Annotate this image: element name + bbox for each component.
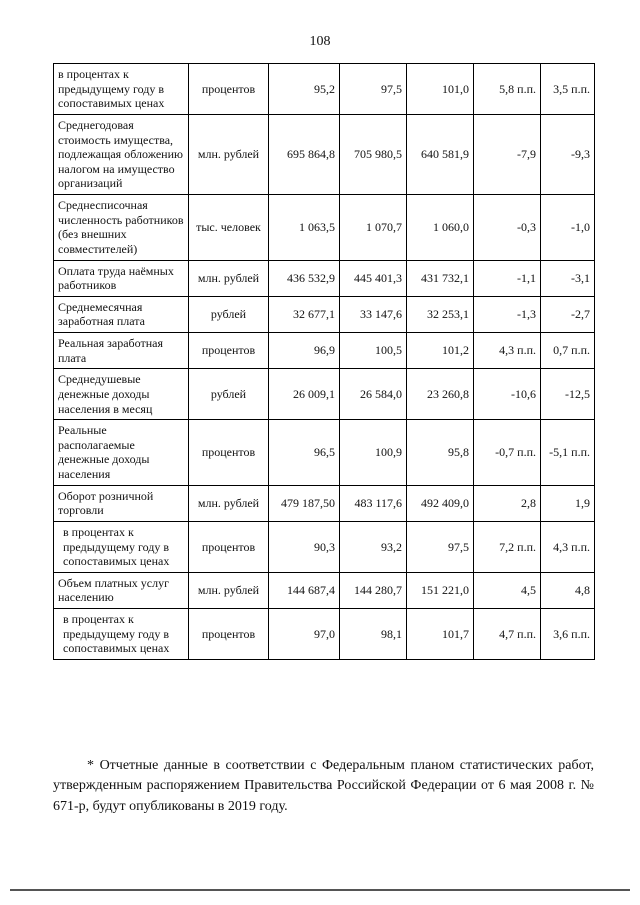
value-cell: 640 581,9 <box>407 114 474 194</box>
table-row <box>54 64 595 115</box>
indicator-name: в процентах к предыдущему году в сопоставимых ценах <box>54 64 189 115</box>
value-cell: 32 677,1 <box>269 296 340 332</box>
indicator-name: Реальные располагаемые денежные доходы населения <box>54 420 189 486</box>
change-cell: -2,7 <box>541 296 595 332</box>
value-cell: 90,3 <box>269 521 340 572</box>
indicator-name: Среднегодовая стоимость имущества, подлежащая обложению налогом на имущество организаций <box>54 114 189 194</box>
value-cell: 32 253,1 <box>407 296 474 332</box>
table-row <box>54 333 595 369</box>
value-cell: 23 260,8 <box>407 369 474 420</box>
table-row <box>54 369 595 420</box>
change-cell: 3,5 п.п. <box>541 64 595 115</box>
value-cell: 445 401,3 <box>340 260 407 296</box>
value-cell: 97,5 <box>407 521 474 572</box>
value-cell: 33 147,6 <box>340 296 407 332</box>
table-row <box>54 572 595 608</box>
value-cell: 1 063,5 <box>269 195 340 261</box>
table-row <box>54 609 595 660</box>
value-cell: 97,5 <box>340 64 407 115</box>
unit-cell: процентов <box>189 521 269 572</box>
indicator-name: Среднемесячная заработная плата <box>54 296 189 332</box>
value-cell: 100,9 <box>340 420 407 486</box>
table-row <box>54 521 595 572</box>
change-cell: -1,1 <box>474 260 541 296</box>
value-cell: 98,1 <box>340 609 407 660</box>
change-cell: 4,3 п.п. <box>541 521 595 572</box>
value-cell: 705 980,5 <box>340 114 407 194</box>
value-cell: 100,5 <box>340 333 407 369</box>
page-bottom-rule <box>10 889 630 891</box>
change-cell: 4,5 <box>474 572 541 608</box>
value-cell: 695 864,8 <box>269 114 340 194</box>
change-cell: 4,3 п.п. <box>474 333 541 369</box>
indicator-name: Реальная заработная плата <box>54 333 189 369</box>
value-cell: 144 280,7 <box>340 572 407 608</box>
indicator-name: в процентах к предыдущему году в сопоставимых ценах <box>54 609 189 660</box>
unit-cell: процентов <box>189 420 269 486</box>
value-cell: 144 687,4 <box>269 572 340 608</box>
unit-cell: млн. рублей <box>189 114 269 194</box>
value-cell: 101,7 <box>407 609 474 660</box>
change-cell: -9,3 <box>541 114 595 194</box>
change-cell: -10,6 <box>474 369 541 420</box>
value-cell: 1 070,7 <box>340 195 407 261</box>
value-cell: 97,0 <box>269 609 340 660</box>
value-cell: 1 060,0 <box>407 195 474 261</box>
indicator-name: Объем платных услуг населению <box>54 572 189 608</box>
unit-cell: процентов <box>189 64 269 115</box>
change-cell: -1,0 <box>541 195 595 261</box>
change-cell: 4,7 п.п. <box>474 609 541 660</box>
change-cell: 7,2 п.п. <box>474 521 541 572</box>
value-cell: 431 732,1 <box>407 260 474 296</box>
change-cell: -0,7 п.п. <box>474 420 541 486</box>
unit-cell: рублей <box>189 369 269 420</box>
indicator-name: Среднесписочная численность работников (без внешних совместителей) <box>54 195 189 261</box>
value-cell: 492 409,0 <box>407 485 474 521</box>
value-cell: 151 221,0 <box>407 572 474 608</box>
change-cell: -7,9 <box>474 114 541 194</box>
change-cell: 3,6 п.п. <box>541 609 595 660</box>
value-cell: 95,8 <box>407 420 474 486</box>
table-row <box>54 195 595 261</box>
unit-cell: млн. рублей <box>189 572 269 608</box>
change-cell: -1,3 <box>474 296 541 332</box>
unit-cell: рублей <box>189 296 269 332</box>
change-cell: -12,5 <box>541 369 595 420</box>
indicator-name: в процентах к предыдущему году в сопоставимых ценах <box>54 521 189 572</box>
table-row <box>54 296 595 332</box>
value-cell: 436 532,9 <box>269 260 340 296</box>
table-row <box>54 420 595 486</box>
value-cell: 26 009,1 <box>269 369 340 420</box>
change-cell: -0,3 <box>474 195 541 261</box>
value-cell: 96,9 <box>269 333 340 369</box>
indicator-name: Оплата труда наёмных работников <box>54 260 189 296</box>
value-cell: 26 584,0 <box>340 369 407 420</box>
unit-cell: процентов <box>189 333 269 369</box>
page-number: 108 <box>309 34 331 49</box>
change-cell: 0,7 п.п. <box>541 333 595 369</box>
change-cell: 4,8 <box>541 572 595 608</box>
table-row <box>54 260 595 296</box>
statistics-table <box>53 63 595 660</box>
value-cell: 101,0 <box>407 64 474 115</box>
unit-cell: процентов <box>189 609 269 660</box>
unit-cell: млн. рублей <box>189 260 269 296</box>
unit-cell: млн. рублей <box>189 485 269 521</box>
value-cell: 101,2 <box>407 333 474 369</box>
change-cell: 2,8 <box>474 485 541 521</box>
table-body <box>54 64 595 660</box>
indicator-name: Среднедушевые денежные доходы населения в месяц <box>54 369 189 420</box>
value-cell: 95,2 <box>269 64 340 115</box>
table-row <box>54 114 595 194</box>
value-cell: 479 187,50 <box>269 485 340 521</box>
table-row <box>54 485 595 521</box>
indicator-name: Оборот розничной торговли <box>54 485 189 521</box>
footnote: * Отчетные данные в соответствии с Федеральным планом статистических работ, утвержденным распоряжением Правительства Российской Федерации от 6 мая 2008 г. № 671-р, будут опубликованы в 2019 году. <box>53 758 594 814</box>
unit-cell: тыс. человек <box>189 195 269 261</box>
change-cell: 1,9 <box>541 485 595 521</box>
value-cell: 483 117,6 <box>340 485 407 521</box>
change-cell: 5,8 п.п. <box>474 64 541 115</box>
value-cell: 93,2 <box>340 521 407 572</box>
change-cell: -5,1 п.п. <box>541 420 595 486</box>
value-cell: 96,5 <box>269 420 340 486</box>
change-cell: -3,1 <box>541 260 595 296</box>
